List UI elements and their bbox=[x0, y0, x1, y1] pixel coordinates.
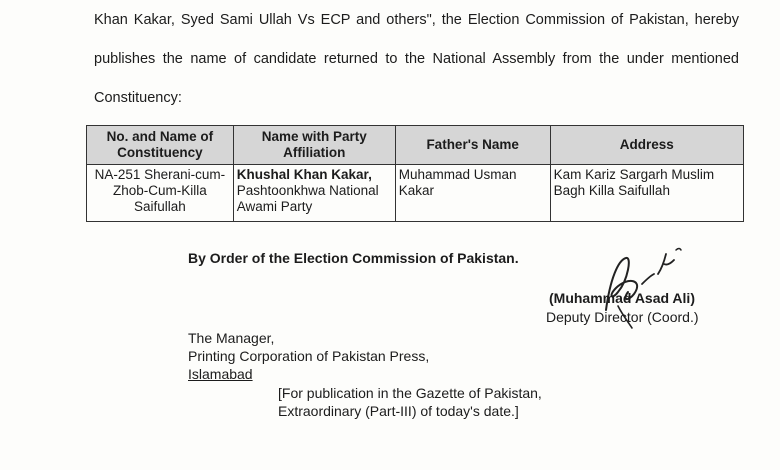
intro-line-3: Constituency: bbox=[94, 90, 182, 106]
cell-name-party bbox=[233, 165, 395, 222]
order-line: By Order of the Election Commission of Pakistan. bbox=[188, 250, 519, 266]
header-father-name: Father's Name bbox=[395, 126, 550, 165]
cell-address: Kam Kariz Sargarh Muslim Bagh Killa Saifullah bbox=[550, 165, 743, 222]
candidate-name: Khushal Khan Kakar, bbox=[236, 167, 372, 182]
cell-constituency: NA-251 Sherani-cum-Zhob-Cum-Killa Saifullah bbox=[87, 165, 234, 222]
addressee-line-1: The Manager, bbox=[188, 330, 275, 346]
cell-father-name: Muhammad Usman Kakar bbox=[395, 165, 550, 222]
party-affiliation: Pashtoonkhwa National Awami Party bbox=[236, 183, 379, 214]
addressee-line-3: Islamabad bbox=[188, 366, 253, 382]
header-address: Address bbox=[550, 126, 743, 165]
table-row bbox=[87, 165, 744, 222]
results-table bbox=[86, 125, 744, 222]
header-constituency: No. and Name of Constituency bbox=[87, 126, 234, 165]
addressee-line-2: Printing Corporation of Pakistan Press, bbox=[188, 348, 430, 364]
intro-line-2: publishes the name of candidate returned to the National Assembly from the under mentioned bbox=[94, 51, 739, 67]
signatory-title: Deputy Director (Coord.) bbox=[546, 309, 699, 325]
intro-line-1: Khan Kakar, Syed Sami Ullah Vs ECP and others", the Election Commission of Pakistan, hereby bbox=[94, 12, 739, 28]
publication-note-line-2: Extraordinary (Part-III) of today's date.] bbox=[278, 403, 519, 419]
signatory-name: (Muhammad Asad Ali) bbox=[549, 290, 695, 306]
publication-note-line-1: [For publication in the Gazette of Pakistan, bbox=[278, 385, 542, 401]
header-name-party: Name with Party Affiliation bbox=[233, 126, 395, 165]
table-header-row bbox=[87, 126, 744, 165]
